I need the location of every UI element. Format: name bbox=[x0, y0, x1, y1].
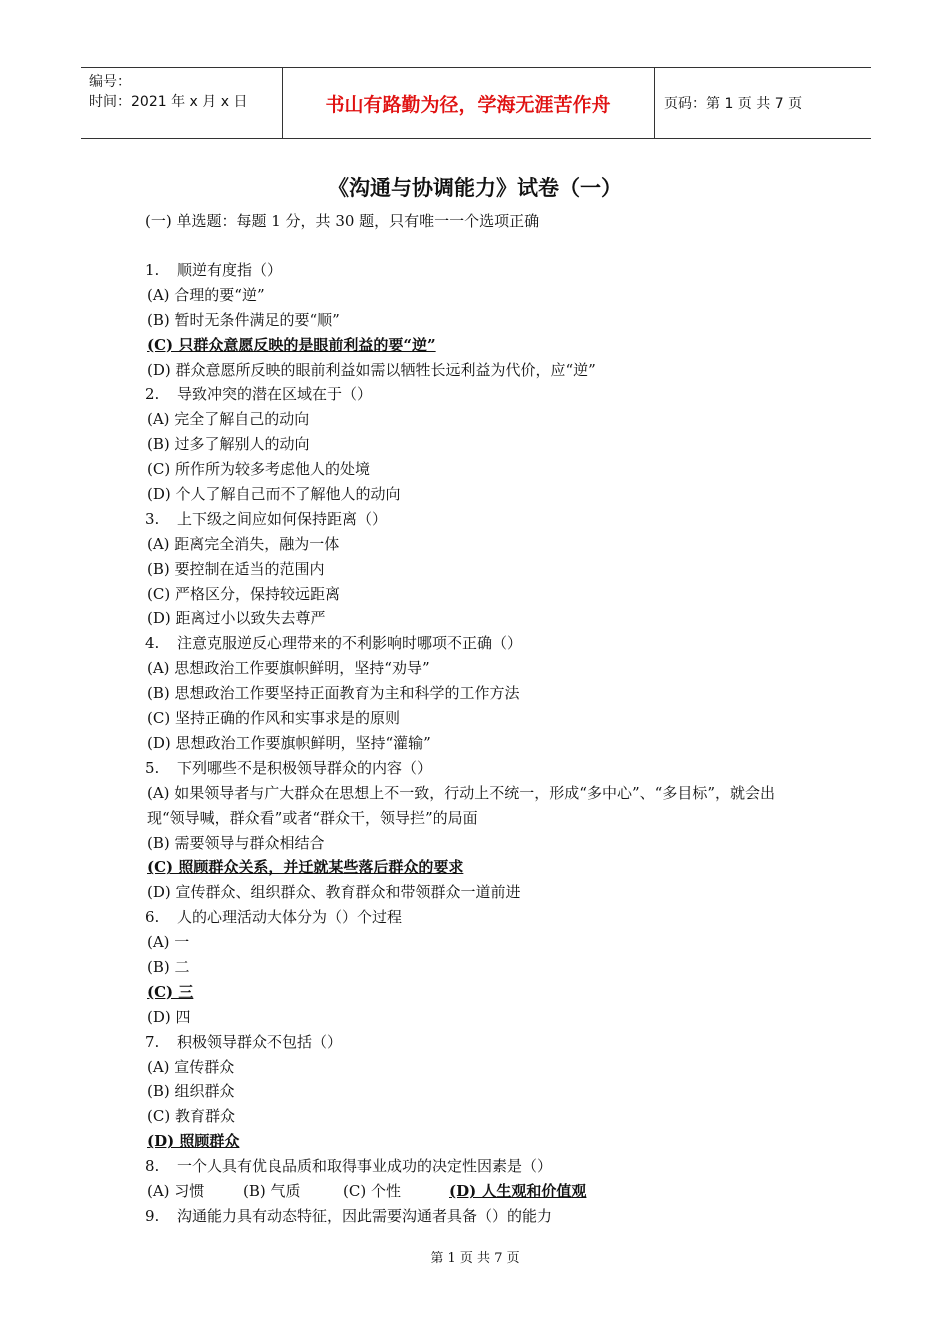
page-footer: 第 1 页 共 7 页 bbox=[430, 1251, 520, 1266]
question-7 bbox=[145, 1030, 825, 1055]
option: (A) 思想政治工作要旗帜鲜明，坚持“劝导” bbox=[147, 659, 430, 678]
option: (B) 组织群众 bbox=[147, 1082, 235, 1101]
option: (A) 完全了解自己的动向 bbox=[147, 410, 310, 429]
header-meta bbox=[89, 72, 279, 112]
question-number: 2. bbox=[145, 385, 160, 404]
option: (B) 要控制在适当的范围内 bbox=[147, 559, 325, 578]
option: (C) 坚持正确的作风和实事求是的原则 bbox=[147, 709, 400, 728]
option-answer: (D) 人生观和价值观 bbox=[449, 1181, 587, 1200]
option: (A) 习惯 bbox=[147, 1181, 205, 1200]
question-4 bbox=[145, 631, 825, 656]
option: (D) 思想政治工作要旗帜鲜明，坚持“灌输” bbox=[147, 733, 431, 752]
question-text: 顺逆有度指（） bbox=[177, 261, 283, 279]
header-motto: 书山有路勤为径，学海无涯苦作舟 bbox=[325, 94, 611, 116]
option: (D) 四 bbox=[147, 1007, 191, 1026]
question-number: 1. bbox=[145, 261, 160, 279]
section-intro: (一) 单选题：每题 1 分，共 30 题，只有唯一一个选项正确 bbox=[145, 212, 540, 230]
question-text: 人的心理活动大体分为（）个过程 bbox=[177, 908, 403, 927]
option: (C) 所作所为较多考虑他人的处境 bbox=[147, 460, 370, 479]
option: (D) 个人了解自己而不了解他人的动向 bbox=[147, 485, 401, 504]
option: (A) 合理的要“逆” bbox=[147, 285, 265, 304]
question-text: 上下级之间应如何保持距离（） bbox=[177, 509, 388, 528]
option: (D) 群众意愿所反映的眼前利益如需以牺牲长远利益为代价，应“逆” bbox=[147, 360, 596, 379]
question-number: 6. bbox=[145, 908, 160, 927]
option: (C) 个性 bbox=[343, 1181, 401, 1200]
question-list bbox=[145, 258, 825, 1229]
option-answer: (C) 三 bbox=[147, 982, 194, 1001]
option-answer: (C) 照顾群众关系，并迁就某些落后群众的要求 bbox=[147, 858, 464, 877]
question-8 bbox=[145, 1154, 825, 1179]
question-text: 沟通能力具有动态特征，因此需要沟通者具备（）的能力 bbox=[177, 1206, 553, 1225]
question-6 bbox=[145, 905, 825, 930]
option-answer: (C) 只群众意愿反映的是眼前利益的要“逆” bbox=[147, 335, 436, 354]
option: (B) 需要领导与群众相结合 bbox=[147, 833, 325, 852]
option: (C) 教育群众 bbox=[147, 1107, 235, 1126]
option-answer: (D) 照顾群众 bbox=[147, 1132, 240, 1151]
option: (A) 如果领导者与广大群众在思想上不一致，行动上不统一，形成“多中心”、“多目标”，就会出现“领导喊，群众看”或者“群众干，领导拦”的局面 bbox=[147, 783, 775, 827]
question-9 bbox=[145, 1204, 825, 1229]
header-divider bbox=[654, 68, 655, 138]
option: (B) 过多了解别人的动向 bbox=[147, 435, 310, 454]
date-label: 时间：2021 年 x 月 x 日 bbox=[89, 94, 248, 110]
question-2 bbox=[145, 382, 825, 407]
option: (C) 严格区分，保持较远距离 bbox=[147, 584, 340, 603]
question-text: 积极领导群众不包括（） bbox=[177, 1032, 343, 1051]
question-number: 3. bbox=[145, 509, 160, 528]
option: (B) 思想政治工作要坚持正面教育为主和科学的工作方法 bbox=[147, 684, 520, 703]
header-page-info: 页码：第 1 页 共 7 页 bbox=[664, 96, 803, 112]
question-text: 下列哪些不是积极领导群众的内容（） bbox=[177, 758, 433, 777]
question-text: 一个人具有优良品质和取得事业成功的决定性因素是（） bbox=[177, 1157, 553, 1176]
question-number: 5. bbox=[145, 758, 160, 777]
question-5 bbox=[145, 756, 825, 781]
question-number: 8. bbox=[145, 1157, 160, 1176]
question-number: 4. bbox=[145, 634, 160, 653]
option: (A) 距离完全消失，融为一体 bbox=[147, 534, 340, 553]
option-row bbox=[145, 1179, 825, 1204]
option: (B) 气质 bbox=[243, 1181, 301, 1200]
question-3 bbox=[145, 507, 825, 532]
question-number: 9. bbox=[145, 1206, 160, 1225]
option: (A) 一 bbox=[147, 933, 190, 952]
option: (D) 宣传群众、组织群众、教育群众和带领群众一道前进 bbox=[147, 883, 521, 902]
option: (D) 距离过小以致失去尊严 bbox=[147, 609, 326, 628]
option: (B) 二 bbox=[147, 957, 190, 976]
question-number: 7. bbox=[145, 1032, 160, 1051]
question-text: 导致冲突的潜在区域在于（） bbox=[177, 385, 373, 404]
id-label: 编号： bbox=[89, 74, 131, 90]
question-1 bbox=[145, 258, 825, 283]
option: (A) 宣传群众 bbox=[147, 1057, 235, 1076]
question-text: 注意克服逆反心理带来的不利影响时哪项不正确（） bbox=[177, 634, 523, 653]
page-header bbox=[81, 67, 871, 139]
document-title: 《沟通与协调能力》试卷（一） bbox=[328, 175, 622, 200]
option: (B) 暂时无条件满足的要“顺” bbox=[147, 310, 340, 329]
